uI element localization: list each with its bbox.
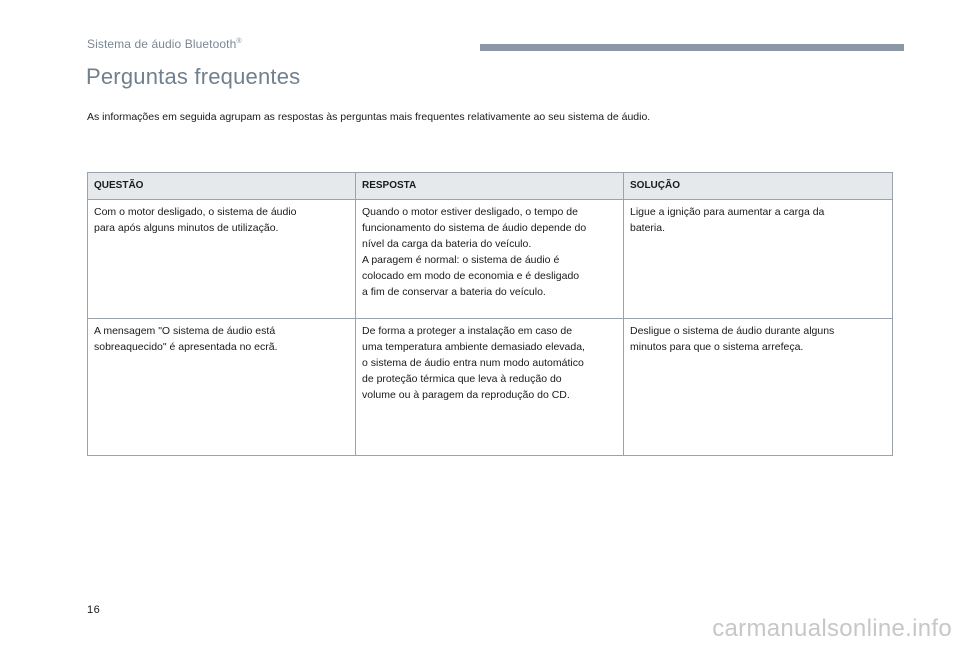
table-row: [88, 200, 893, 319]
cell-text-line: volume ou à paragem da reprodução do CD.: [362, 389, 570, 401]
cell-text-line: bateria.: [630, 222, 666, 234]
cell-text-line: Com o motor desligado, o sistema de áudio: [94, 206, 297, 218]
cell-text-line: o sistema de áudio entra num modo automático: [362, 357, 584, 369]
header-solution: SOLUÇÃO: [624, 173, 893, 200]
cell-text-line: Ligue a ignição para aumentar a carga da: [630, 206, 825, 218]
solution-cell: [624, 200, 893, 319]
registered-mark: ®: [236, 38, 242, 45]
cell-text-line: Desligue o sistema de áudio durante alguns: [630, 325, 835, 337]
header-accent-bar: [480, 44, 904, 51]
section-header-text: Sistema de áudio Bluetooth: [87, 37, 237, 51]
cell-text-line: de proteção térmica que leva à redução do: [362, 373, 562, 385]
page-number: 16: [87, 604, 101, 616]
table-row: [88, 319, 893, 456]
question-cell: [88, 200, 356, 319]
cell-text-line: uma temperatura ambiente demasiado elevada,: [362, 341, 585, 353]
cell-text-line: a fim de conservar a bateria do veículo.: [362, 286, 546, 298]
solution-cell: [624, 319, 893, 456]
question-cell: [88, 319, 356, 456]
cell-text-line: funcionamento do sistema de áudio depende do: [362, 222, 587, 234]
page-title: Perguntas frequentes: [86, 64, 301, 89]
header-answer: RESPOSTA: [356, 173, 624, 200]
cell-text-line: A paragem é normal: o sistema de áudio é: [362, 254, 560, 266]
header-question: QUESTÃO: [88, 173, 356, 200]
cell-text-line: minutos para que o sistema arrefeça.: [630, 341, 804, 353]
cell-text-line: nível da carga da bateria do veículo.: [362, 238, 532, 250]
answer-cell: [356, 200, 624, 319]
cell-text-line: sobreaquecido" é apresentada no ecrã.: [94, 341, 278, 353]
intro-paragraph: As informações em seguida agrupam as respostas às perguntas mais frequentes relativamente ao seu sistema de áudio.: [87, 111, 651, 123]
watermark: carmanualsonline.info: [712, 615, 952, 642]
table-header-row: [88, 173, 893, 200]
cell-text-line: De forma a proteger a instalação em caso de: [362, 325, 573, 337]
cell-text-line: A mensagem "O sistema de áudio está: [94, 325, 276, 337]
answer-cell: [356, 319, 624, 456]
cell-text-line: Quando o motor estiver desligado, o tempo de: [362, 206, 578, 218]
section-header-title: [87, 37, 242, 51]
cell-text-line: para após alguns minutos de utilização.: [94, 222, 279, 234]
cell-text-line: colocado em modo de economia e é desligado: [362, 270, 580, 282]
faq-table: [87, 172, 893, 456]
